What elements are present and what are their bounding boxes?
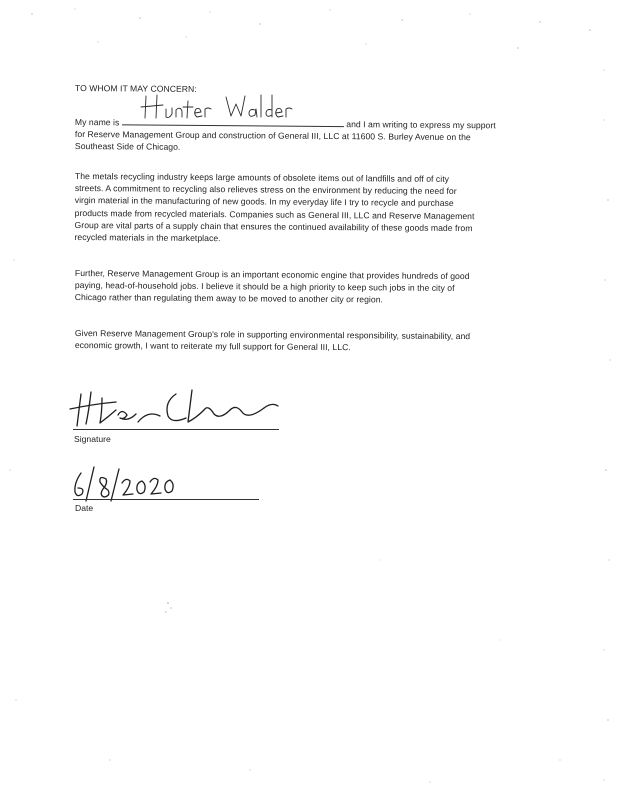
handwritten-signature: [64, 380, 294, 440]
date-label: Date: [75, 503, 94, 513]
paragraph1-line1-suffix: and I am writing to express my support: [346, 119, 496, 131]
paragraph-line: products made from recycled materials. Companies such as General III, LLC and Reserve Management: [74, 207, 475, 221]
paragraph-line: economic growth, I want to reiterate my full support for General III, LLC.: [74, 340, 351, 353]
signature-line: [73, 429, 279, 430]
paragraph-line: Further, Reserve Management Group is an important economic engine that provides hundreds of good: [74, 267, 470, 282]
paragraph1-line2: for Reserve Management Group and construction of General III, LLC at 11600 S. Burley Avenue on the: [74, 128, 471, 143]
paragraph-line: Group are vital parts of a supply chain that ensures the continued availability of these goods made from: [74, 219, 473, 233]
paragraph-recycling: [74, 170, 474, 246]
signature-label: Signature: [74, 434, 111, 444]
paragraph-line: paying, head-of-household jobs. I believe it should be a high priority to keep such jobs in the city of: [74, 280, 455, 294]
paragraph-line: virgin material in the manufacturing of new goods. In my everyday life I try to recycle and purchase: [74, 195, 454, 209]
date-line: [73, 499, 259, 500]
paragraph-line: Given Reserve Management Group's role in supporting environmental responsibility, sustainability, and: [74, 327, 471, 342]
paragraph-line: streets. A commitment to recycling also relieves stress on the environment by reducing the need for: [74, 183, 457, 197]
paragraph-line: recycled materials in the marketplace.: [74, 232, 221, 244]
name-prefix: My name is: [74, 116, 120, 128]
paragraph-economic-engine: [75, 267, 470, 307]
salutation: TO WHOM IT MAY CONCERN:: [74, 82, 197, 94]
paragraph-line: Chicago rather than regulating them away to be moved to another city or region.: [74, 292, 384, 305]
paragraph-line: The metals recycling industry keeps large amounts of obsolete items out of landfills and off of city: [74, 170, 450, 184]
paragraph1-line3: Southeast Side of Chicago.: [74, 140, 181, 152]
paragraph-closing: [75, 327, 470, 355]
handwritten-name: [133, 92, 303, 128]
